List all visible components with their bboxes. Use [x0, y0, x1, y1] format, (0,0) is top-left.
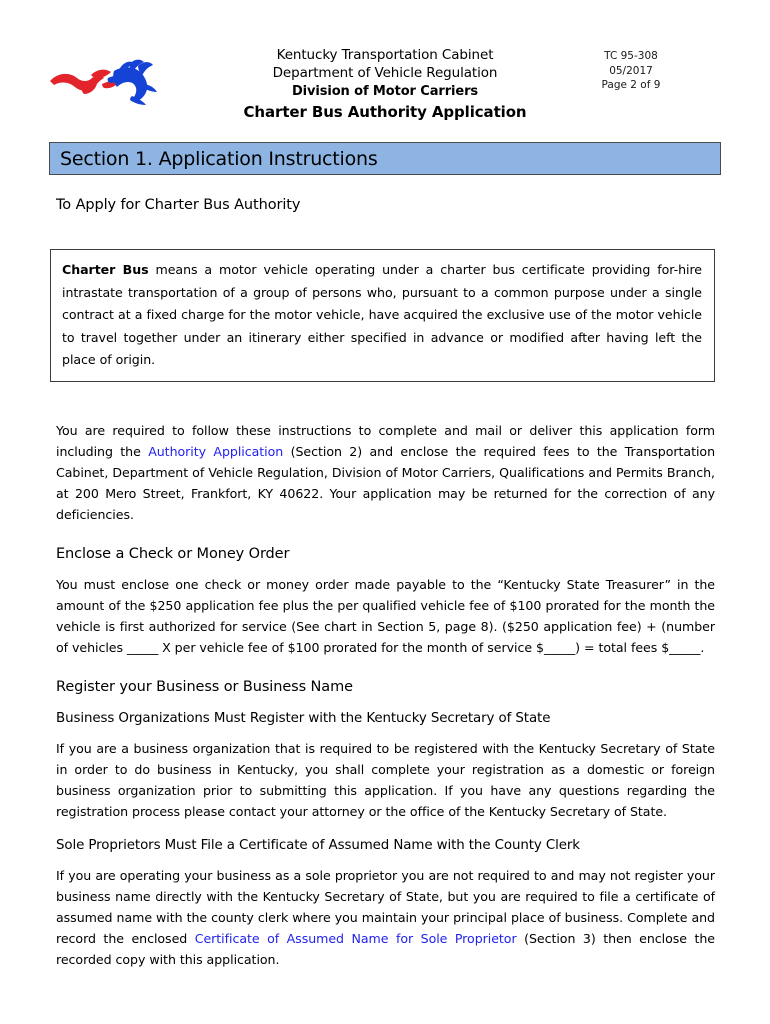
header-line-department: Department of Vehicle Regulation [272, 64, 498, 81]
heading-to-apply: To Apply for Charter Bus Authority [56, 197, 301, 213]
document-body [56, 196, 715, 970]
charter-bus-definition-box [50, 249, 715, 382]
header-line-cabinet: Kentucky Transportation Cabinet [276, 47, 494, 63]
definition-term: Charter Bus [62, 262, 149, 277]
intro-paragraph [56, 420, 715, 525]
sole-prop-text-part2: (Section 3) then enclose the recorded copy with this application. [56, 930, 716, 967]
kentucky-horse-logo [44, 54, 164, 106]
intro-text-part2: (Section 2) and enclose the required fees to the Transportation Cabinet, Department of Vehicle Regulation, Division of Motor Carriers, Qualifications and Permits Branch, at 200 Mero Street, Frankfort, KY 40622. Your application may be returned for the correction of any deficiencies. [56, 443, 715, 522]
authority-application-link[interactable]: Authority Application [148, 443, 284, 459]
sole-proprietor-paragraph [56, 865, 715, 970]
definition-body: means a motor vehicle operating under a charter bus certificate providing for-hire intrastate transportation of a group of persons who, pursuant to a common purpose under a single contract at a fixed charge for the motor vehicle, have acquired the exclusive use of the motor vehicle to travel together under an itinerary either specified in advance or modified after having left the place of origin. [62, 262, 702, 367]
certificate-assumed-name-link[interactable]: Certificate of Assumed Name for Sole Proprietor [194, 930, 517, 946]
form-revision-date: 05/2017 [609, 64, 653, 77]
header-title-block [175, 47, 595, 121]
subheading-business-organizations: Business Organizations Must Register with the Kentucky Secretary of State [56, 710, 551, 726]
form-number: TC 95-308 [604, 50, 658, 62]
business-organizations-paragraph: If you are a business organization that is required to be registered with the Kentucky Secretary of State in order to do business in Kentucky, you shall complete your registration as a domestic or foreign business organization prior to submitting this application. If you have any questions regarding the registration process please contact your attorney or the office of the Kentucky Secretary of State. [56, 740, 715, 819]
sole-prop-text-part1: If you are operating your business as a sole proprietor you are not required to and may not register your business name directly with the Kentucky Secretary of State, but you are required to file a certificate of assumed name with the county clerk where you maintain your principal place of business. Complete and record the enclosed [56, 867, 715, 946]
header-form-meta [541, 49, 721, 93]
check-money-order-paragraph: You must enclose one check or money order made payable to the “Kentucky State Treasurer” in the amount of the $250 application fee plus the per qualified vehicle fee of $100 prorated for the month the vehicle is first authorized for service (See chart in Section 5, page 8). ($250 application fee) + (number of vehicles _____ X per vehicle fee of $100 prorated for the month of service $_____) = total fees $_____. [56, 576, 715, 655]
section-header-bar [49, 142, 721, 175]
section-title: Section 1. Application Instructions [60, 147, 378, 170]
page-number-label: Page 2 of 9 [601, 79, 661, 91]
subheading-sole-proprietors: Sole Proprietors Must File a Certificate of Assumed Name with the County Clerk [56, 837, 580, 853]
intro-text-part1: You are required to follow these instructions to complete and mail or deliver this application form including the [56, 422, 715, 459]
heading-register-business: Register your Business or Business Name [56, 678, 353, 695]
document-header [0, 44, 770, 134]
header-line-division: Division of Motor Carriers [291, 84, 479, 99]
definition-text [62, 259, 702, 372]
header-line-form-title: Charter Bus Authority Application [243, 102, 527, 121]
heading-enclose-check: Enclose a Check or Money Order [56, 545, 290, 562]
